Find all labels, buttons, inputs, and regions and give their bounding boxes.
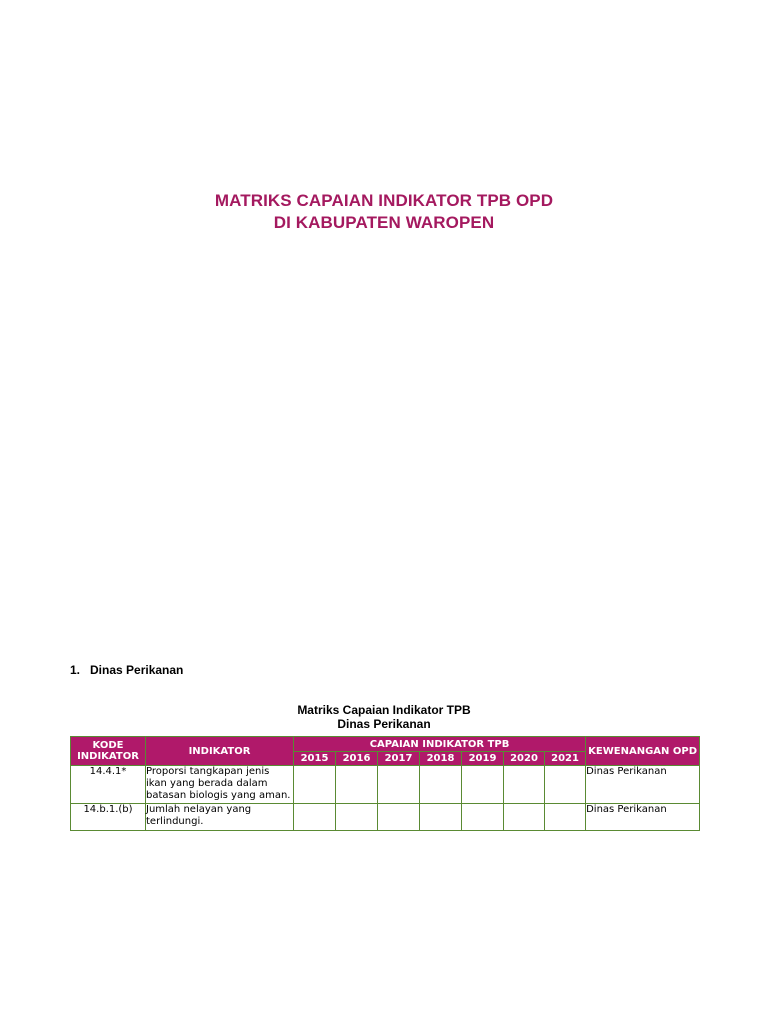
value-cell-2021 xyxy=(545,766,586,804)
value-cell-2016 xyxy=(336,766,378,804)
kode-cell: 14.b.1.(b) xyxy=(71,804,146,831)
header-year-2019: 2019 xyxy=(462,752,504,766)
header-year-2018: 2018 xyxy=(420,752,462,766)
value-cell-2019 xyxy=(462,804,504,831)
section-heading xyxy=(70,662,183,678)
value-cell-2016 xyxy=(336,804,378,831)
table-caption xyxy=(0,703,768,731)
section-number: 1. xyxy=(70,663,81,677)
document-title-line-2: DI KABUPATEN WAROPEN xyxy=(273,213,495,232)
value-cell-2017 xyxy=(378,766,420,804)
header-year-2017: 2017 xyxy=(378,752,420,766)
table-row xyxy=(71,766,700,804)
value-cell-2015 xyxy=(294,766,336,804)
kewenangan-cell: Dinas Perikanan xyxy=(586,804,700,831)
document-title xyxy=(0,190,768,234)
indikator-cell: Jumlah nelayan yang terlindungi. xyxy=(146,804,294,831)
value-cell-2020 xyxy=(504,804,545,831)
value-cell-2018 xyxy=(420,766,462,804)
value-cell-2015 xyxy=(294,804,336,831)
value-cell-2018 xyxy=(420,804,462,831)
kode-cell: 14.4.1* xyxy=(71,766,146,804)
value-cell-2017 xyxy=(378,804,420,831)
section-title: Dinas Perikanan xyxy=(90,663,184,677)
header-capaian-indikator: CAPAIAN INDIKATOR TPB xyxy=(294,737,586,752)
header-kewenangan-opd: KEWENANGAN OPD xyxy=(586,737,700,766)
indikator-cell: Proporsi tangkapan jenis ikan yang berada dalam batasan biologis yang aman. xyxy=(146,766,294,804)
header-year-2020: 2020 xyxy=(504,752,545,766)
table-caption-line-1: Matriks Capaian Indikator TPB xyxy=(297,703,471,717)
header-year-2021: 2021 xyxy=(545,752,586,766)
header-indikator: INDIKATOR xyxy=(146,737,294,766)
table-caption-line-2: Dinas Perikanan xyxy=(337,717,431,731)
indicator-matrix-table xyxy=(70,736,700,831)
value-cell-2021 xyxy=(545,804,586,831)
document-title-line-1: MATRIKS CAPAIAN INDIKATOR TPB OPD xyxy=(214,191,554,210)
header-year-2015: 2015 xyxy=(294,752,336,766)
kewenangan-cell: Dinas Perikanan xyxy=(586,766,700,804)
header-kode-indikator: KODE INDIKATOR xyxy=(71,737,146,766)
value-cell-2020 xyxy=(504,766,545,804)
value-cell-2019 xyxy=(462,766,504,804)
table-row xyxy=(71,804,700,831)
header-year-2016: 2016 xyxy=(336,752,378,766)
